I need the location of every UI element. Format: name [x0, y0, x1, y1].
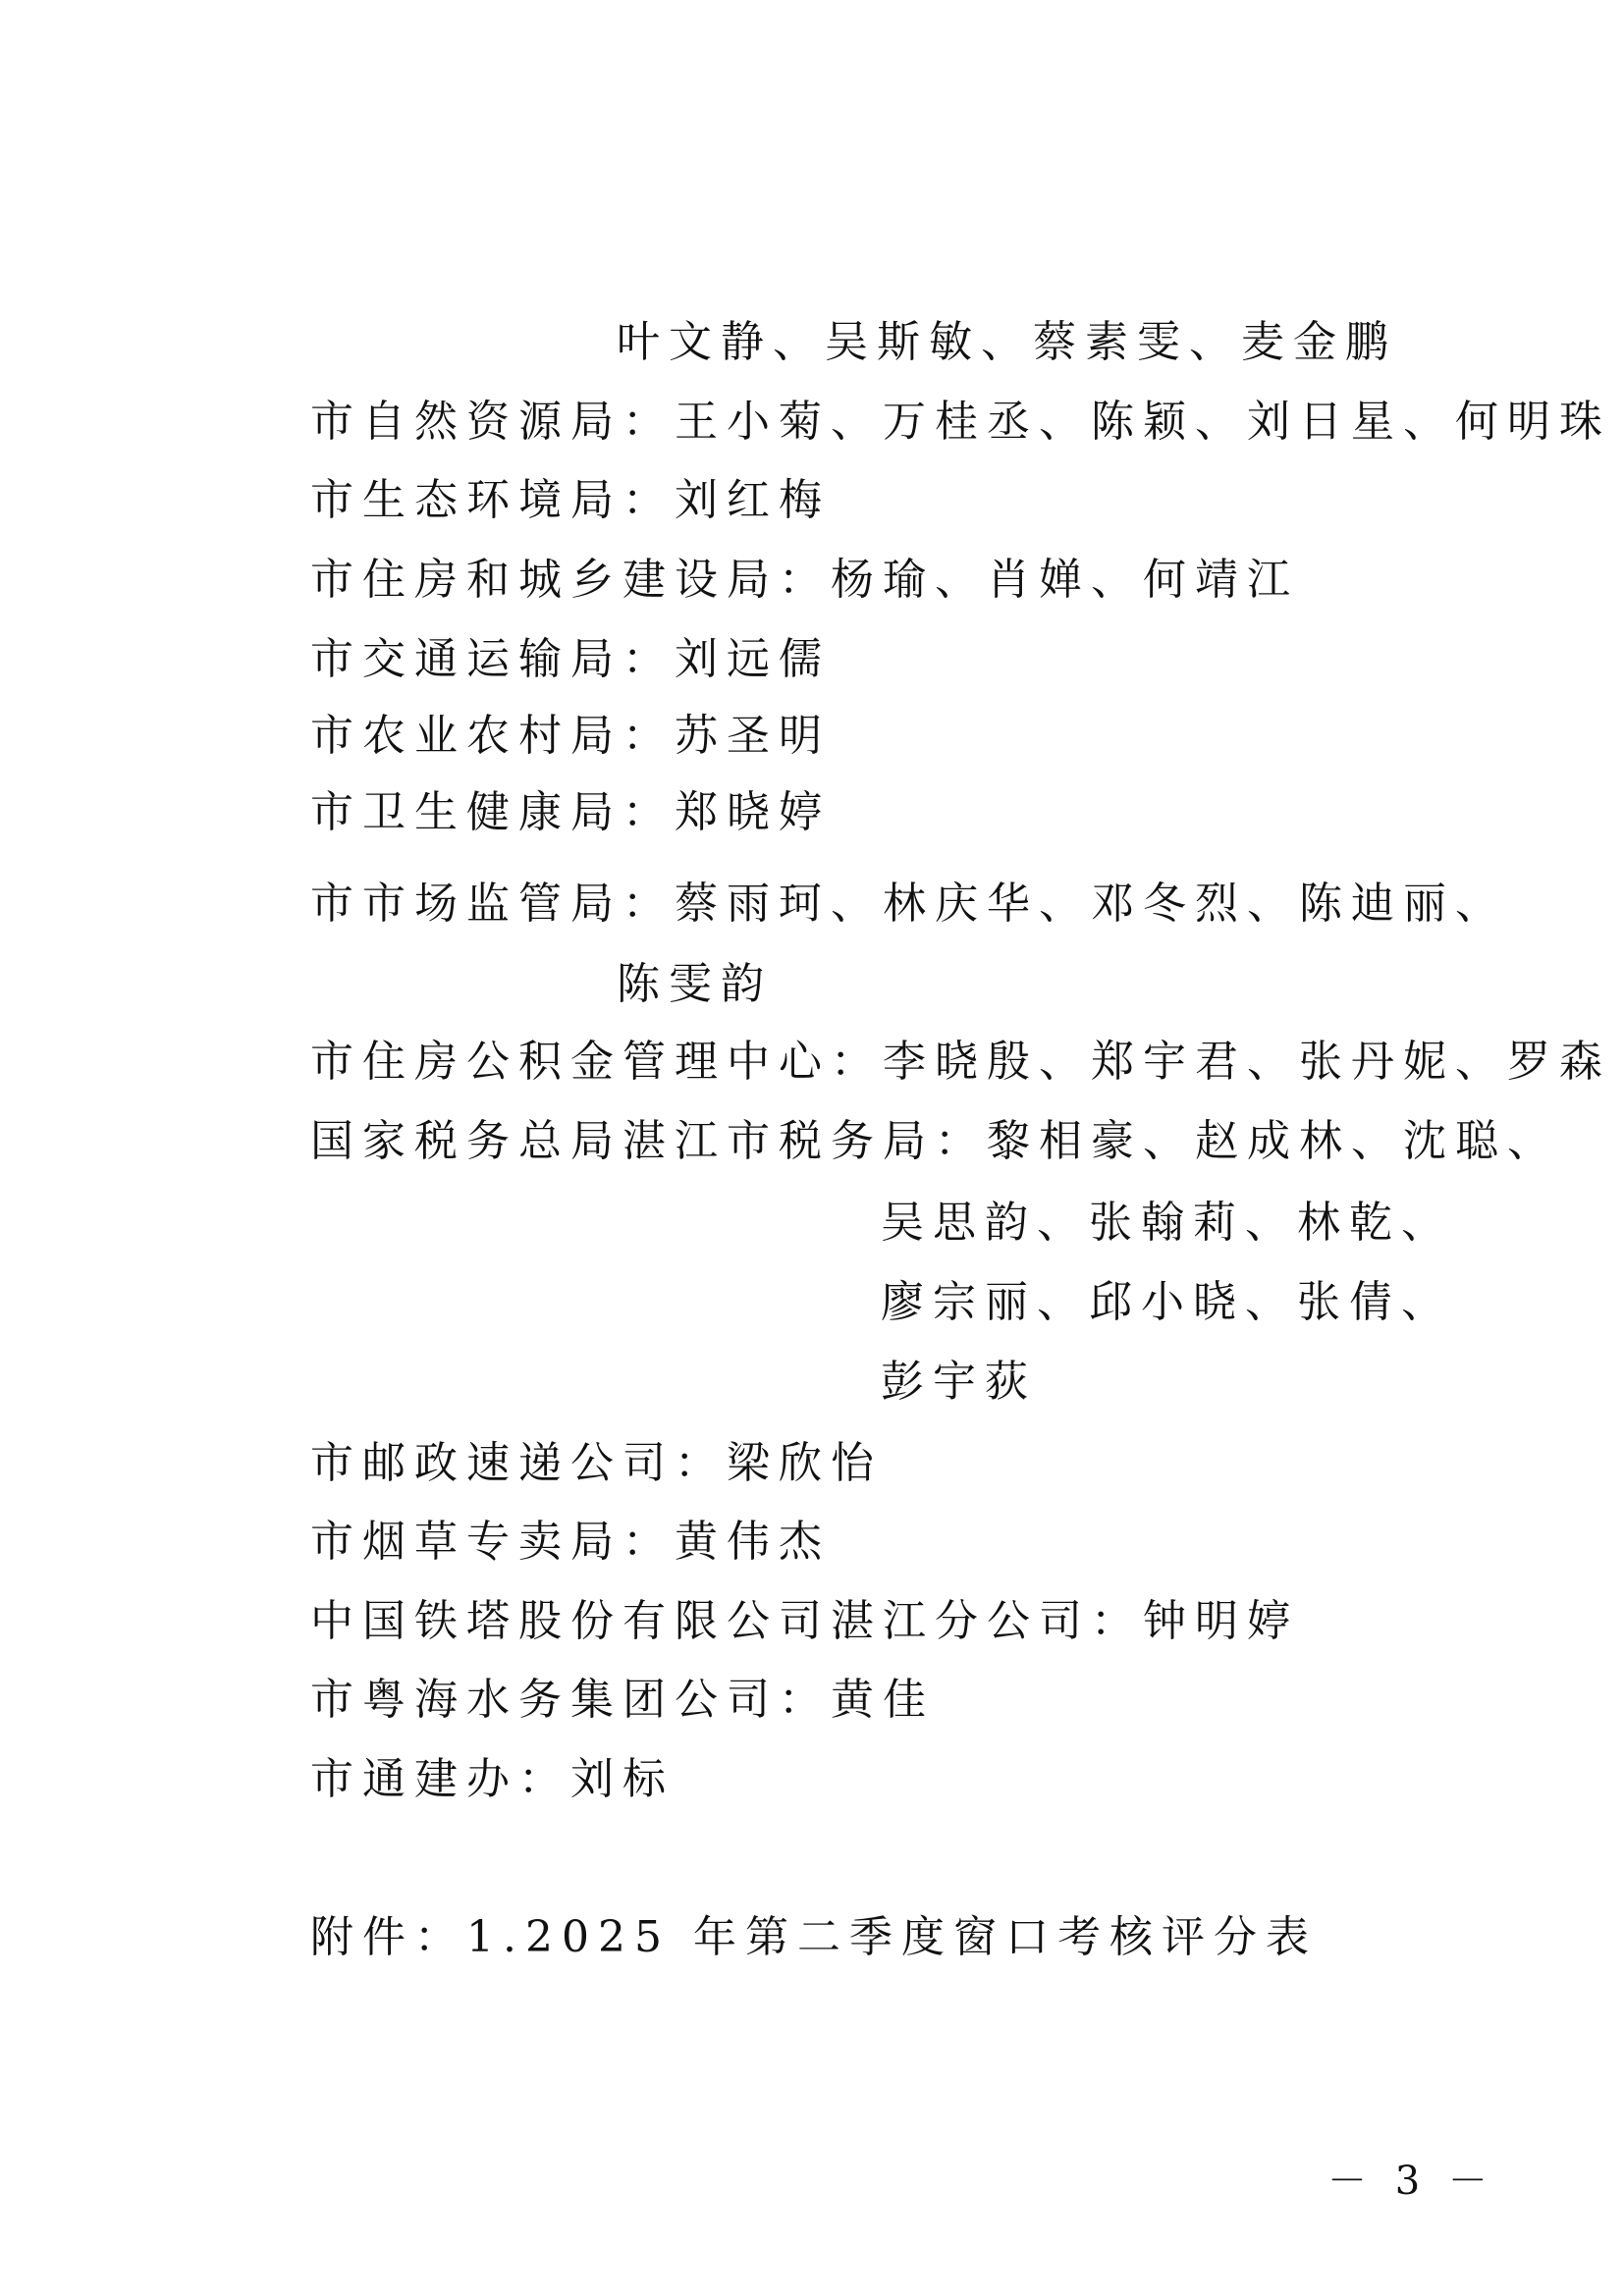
entry-line — [310, 879, 1507, 929]
org-name: 国家税务总局湛江市税务局： — [310, 1116, 987, 1166]
person-names: 杨瑜、肖婵、何靖江 — [831, 555, 1299, 605]
org-name: 中国铁塔股份有限公司湛江分公司： — [310, 1596, 1143, 1646]
entry-line — [310, 1517, 831, 1567]
names-continued: 廖宗丽、邱小晓、张倩、 — [881, 1277, 1453, 1327]
org-name: 市粤海水务集团公司： — [310, 1675, 831, 1725]
person-names: 梁欣怡 — [727, 1438, 883, 1488]
entry-line — [310, 1037, 1611, 1087]
entry-line — [310, 1438, 883, 1488]
names-continued: 陈雯韵 — [617, 959, 773, 1009]
person-names: 刘标 — [570, 1754, 675, 1804]
attachment-line: 附件：1.2025 年第二季度窗口考核评分表 — [310, 1912, 1318, 1962]
org-name: 市卫生健康局： — [310, 787, 675, 837]
org-name: 市交通运输局： — [310, 634, 675, 684]
person-names: 钟明婷 — [1143, 1596, 1299, 1646]
person-names: 刘红梅 — [675, 475, 831, 525]
person-names: 蔡雨珂、林庆华、邓冬烈、陈迪丽、 — [675, 879, 1507, 929]
org-name: 市农业农村局： — [310, 711, 675, 761]
names-continued: 彭宇荻 — [881, 1357, 1037, 1407]
entry-line — [310, 711, 831, 761]
org-name: 市邮政速递公司： — [310, 1438, 727, 1488]
person-names: 黄伟杰 — [675, 1517, 831, 1567]
org-name: 市通建办： — [310, 1754, 570, 1804]
person-names: 刘远儒 — [675, 634, 831, 684]
entry-line — [310, 1675, 935, 1725]
org-name: 市市场监管局： — [310, 879, 675, 929]
person-names: 李晓殷、郑宇君、张丹妮、罗森 — [883, 1037, 1611, 1087]
entry-line — [310, 1754, 675, 1804]
org-name: 市住房公积金管理中心： — [310, 1037, 883, 1087]
person-names: 王小菊、万桂丞、陈颖、刘日星、何明珠 — [675, 397, 1611, 447]
entry-line — [310, 475, 831, 525]
entry-line — [310, 397, 1611, 447]
person-names: 苏圣明 — [675, 711, 831, 761]
org-name: 市住房和城乡建设局： — [310, 555, 831, 605]
entry-line — [310, 555, 1299, 605]
names-continued: 吴思韵、张翰莉、林乾、 — [881, 1198, 1453, 1248]
entry-line — [310, 634, 831, 684]
org-name: 市烟草专卖局： — [310, 1517, 675, 1567]
entry-line — [310, 1596, 1299, 1646]
names-continued: 叶文静、吴斯敏、蔡素雯、麦金鹏 — [617, 317, 1397, 367]
person-names: 黎相豪、赵成林、沈聪、 — [987, 1116, 1559, 1166]
person-names: 黄佳 — [831, 1675, 935, 1725]
org-name: 市生态环境局： — [310, 475, 675, 525]
org-name: 市自然资源局： — [310, 397, 675, 447]
entry-line — [310, 787, 831, 837]
person-names: 郑晓婷 — [675, 787, 831, 837]
entry-line — [310, 1116, 1559, 1166]
page-number: － 3 － — [1327, 2159, 1495, 2204]
